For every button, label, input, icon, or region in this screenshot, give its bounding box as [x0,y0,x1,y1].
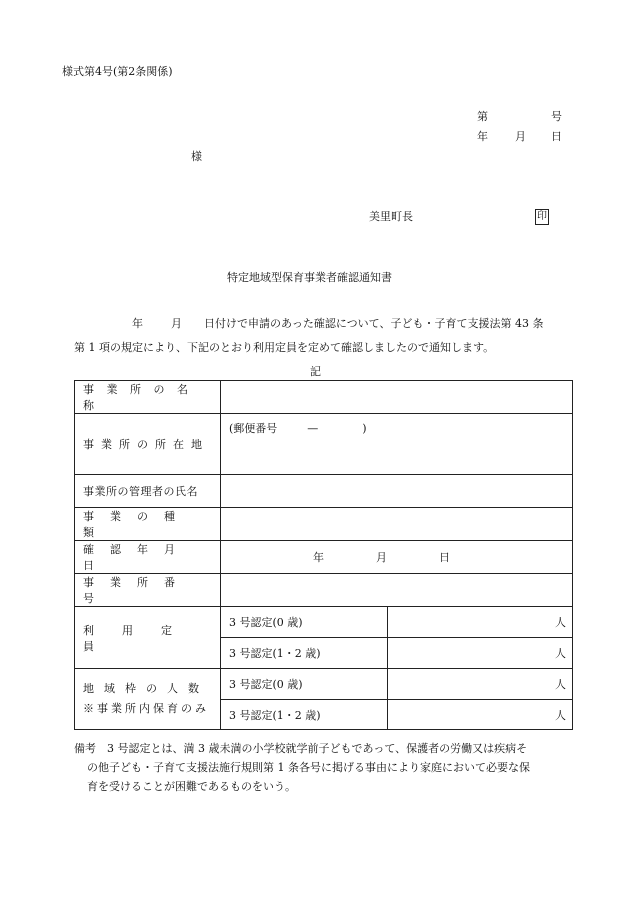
label-capacity: 利用定員 [83,623,200,653]
body-line-1 [74,313,572,335]
person-unit: 人 [555,708,566,722]
capacity-age12-value[interactable] [388,638,573,669]
postal-label: (郵便番号 [229,422,278,435]
label-facility-name [83,381,211,413]
addressee-suffix: 様 [191,150,202,163]
doc-number-suffix: 号 [551,110,562,123]
confirmation-table [74,380,573,730]
row-facility-address [75,414,573,475]
postal-dash: — [307,422,319,435]
document-title: 特定地域型保育事業者確認通知書 [227,271,392,284]
value-confirm-date[interactable] [221,541,573,574]
row-facility-name [75,381,573,414]
value-facility-name[interactable] [221,381,573,414]
issuer: 美里町長 [369,210,413,223]
label-facility-number: 事業所番号 [83,576,191,605]
confirm-day: 日 [439,551,450,564]
label-manager-name: 事業所の管理者の氏名 [83,485,198,498]
row-confirm-date [75,541,573,574]
seal-mark: 印 [535,209,549,225]
row-manager-name [75,475,573,508]
form-number: 様式第4号(第2条関係) [62,65,173,78]
local-age0-value[interactable] [388,669,573,700]
value-manager-name[interactable] [221,475,573,508]
row-facility-number [75,574,573,607]
remarks-line-3: 育を受けることが困難であるものをいう。 [87,780,296,793]
postal-close: ) [362,422,367,435]
confirm-month: 月 [376,551,387,564]
label-confirm-date: 確認年月日 [83,543,191,572]
row-capacity-0 [75,607,573,638]
label-local-capacity: 地域枠の人数 [83,682,209,695]
local-age0-label: 3 号認定(0 歳) [221,669,388,700]
confirm-year: 年 [313,551,324,564]
person-unit: 人 [555,678,566,691]
local-age12-label: 3 号認定(1・2 歳) [221,700,388,730]
row-local-0 [75,669,573,700]
remarks-line-1: 備考 3 号認定とは、満 3 歳未満の小学校就学前子どもであって、保護者の労働又は疾病そ [74,742,528,755]
date-month: 月 [515,130,526,143]
value-facility-number[interactable] [221,574,573,607]
ki-heading: 記 [310,365,321,378]
label-business-type: 事業の種類 [83,510,191,539]
row-business-type [75,508,573,541]
remarks [74,739,572,796]
person-unit: 人 [555,647,566,660]
date-day: 日 [551,130,562,143]
value-facility-address[interactable] [221,414,573,475]
body-line-2: 第 1 項の規定により、下記のとおり利用定員を定めて確認しましたので通知します。 [74,341,495,354]
label-facility-address: 事業所の所在地 [83,438,209,451]
cert3-age12-label: 3 号認定(1・2 歳) [221,638,388,669]
doc-number-prefix: 第 [477,110,488,123]
person-unit: 人 [555,616,566,629]
body-month: 月 [171,317,182,330]
local-age12-value[interactable] [388,700,573,730]
date-year: 年 [477,130,488,143]
label-text: 事業所の名称 [83,383,201,412]
cert3-age0-label: 3 号認定(0 歳) [221,607,388,638]
capacity-age0-value[interactable] [388,607,573,638]
body-line-1-text: 日付けで申請のあった確認について、子ども・子育て支援法第 43 条 [204,317,544,330]
label-local-note: ※事業所内保育のみ [83,702,209,715]
value-business-type[interactable] [221,508,573,541]
body-year: 年 [132,317,143,330]
remarks-line-2: の他子ども・子育て支援法施行規則第 1 条各号に掲げる事由により家庭において必要な保 [87,761,530,774]
